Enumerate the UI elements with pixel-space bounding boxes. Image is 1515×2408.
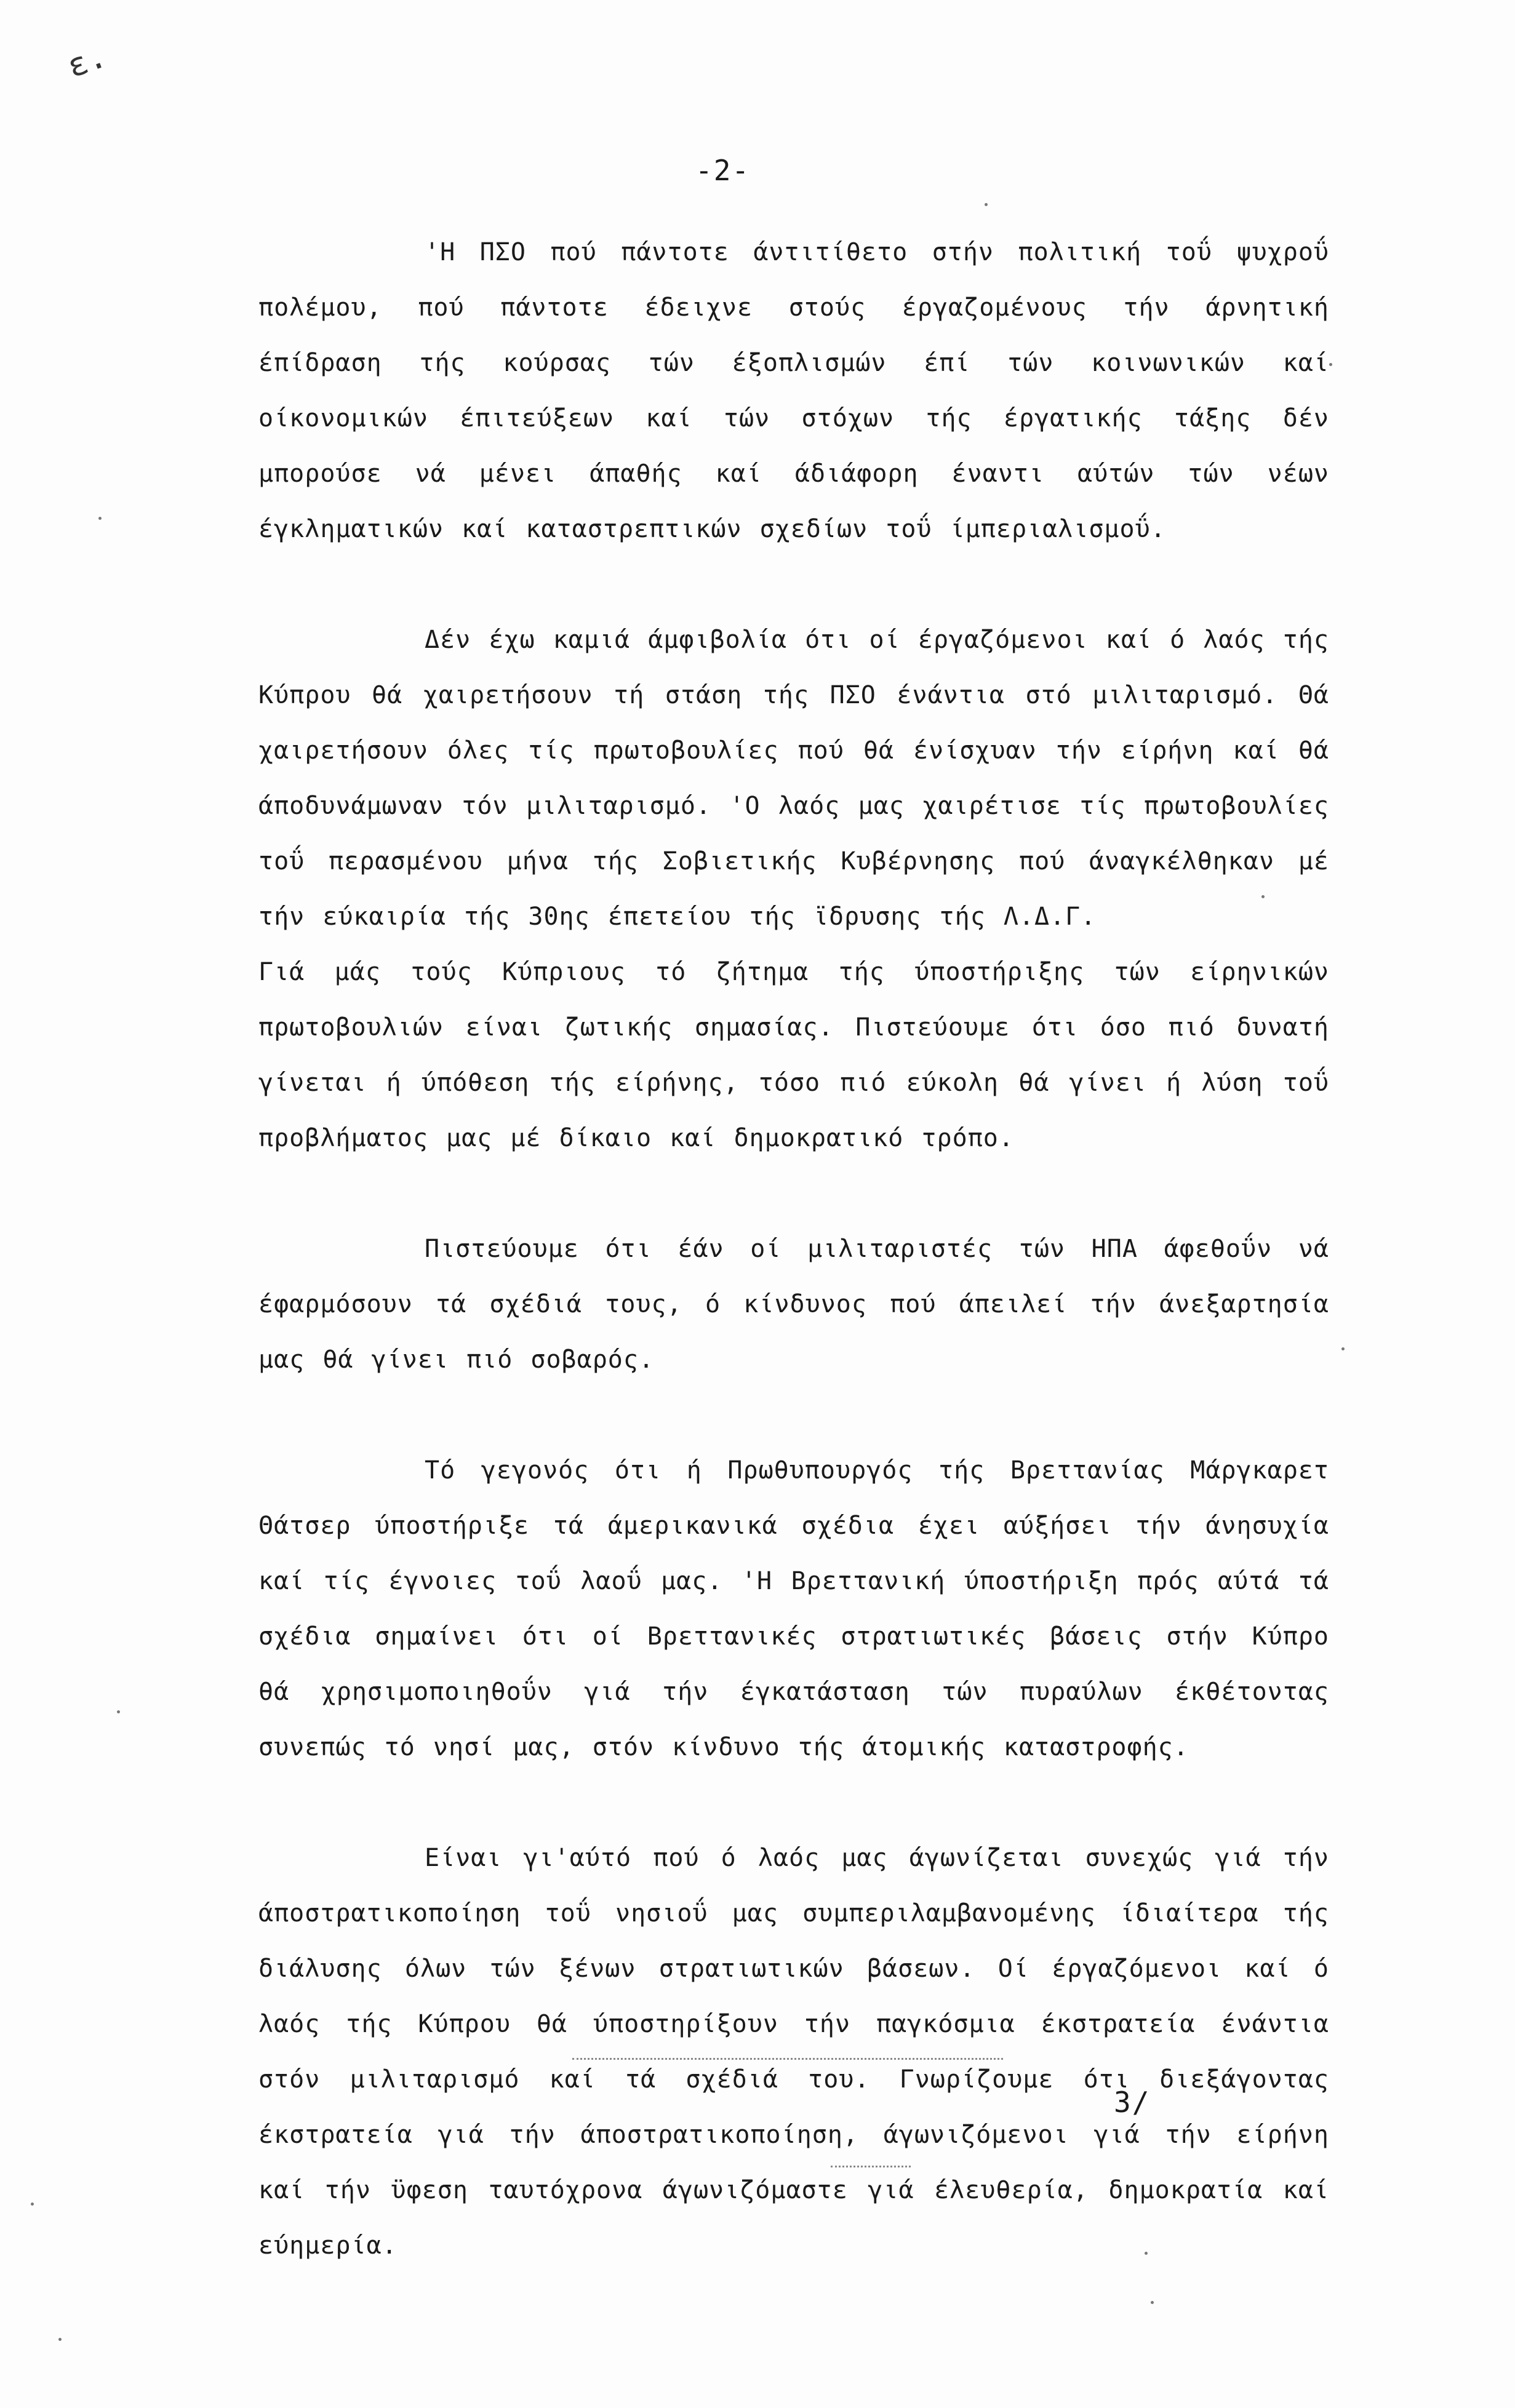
- scan-speck: [1341, 1347, 1345, 1350]
- scan-speck: [31, 2203, 34, 2206]
- paragraph-4: Πιστεύουμε ότι έάν οί μιλιταριστές τών ΗΠΑ άφεθοΰν νά έφαρμόσουν τά σχέδιά τους, ό κίνδυνος πού άπειλεί τήν άνεξαρτησία μας θά γίνει πιό σοβαρός.: [258, 1235, 1329, 1374]
- paragraph-3: Γιά μάς τούς Κύπριους τό ζήτημα τής ύποστήριξης τών είρηνικών πρωτοβουλιών είναι ζωτικής σημασίας. Πιστεύουμε ότι όσο πιό δυνατή γίνεται ή ύπόθεση τής είρήνης, τόσο πιό εύκολη θά γίνει ή λύση τοΰ προβλήματος μας μέ δίκαιο καί δημοκρατικό τρόπο.: [258, 958, 1329, 1152]
- scan-speck: [58, 2338, 62, 2341]
- scan-speck: [1329, 363, 1332, 366]
- paragraph-6: Είναι γι'αύτό πού ό λαός μας άγωνίζεται συνεχώς γιά τήν άποστρατικοποίηση τοΰ νησιοΰ μας συμπεριλαμβανομένης ίδιαίτερα τής διάλυσης όλων τών ξένων στρατιωτικών βάσεων. Οί έργαζόμενοι καί ό λαός τής Κύπρου θά ύποστηρίξουν τήν παγκόσμια έκστρατεία ένάντια στόν μιλιταρισμό καί τά σχέδιά του. Γνωρίζουμε ότι διεξάγοντας έκστρατεία γιά τήν άποστρατικοποίηση, άγωνιζόμενοι γιά τήν είρήνη καί τήν ϋφεση ταυτόχρονα άγωνιζόμαστε γιά έλευθερία, δημοκρατία καί εύημερία.: [258, 1844, 1329, 2260]
- scan-dotted-line: [831, 2166, 911, 2167]
- scan-speck: [985, 203, 988, 206]
- scan-dotted-line: [572, 2058, 1003, 2060]
- page-number: -2-: [695, 154, 751, 187]
- scan-speck: [1151, 2301, 1154, 2304]
- scan-speck: [98, 517, 102, 520]
- scan-speck: [1145, 2252, 1148, 2255]
- continuation-marker: 3/: [1114, 2086, 1151, 2119]
- scan-speck: [1261, 895, 1265, 898]
- scan-speck: [117, 1710, 120, 1713]
- paragraph-2: Δέν έχω καμιά άμφιβολία ότι οί έργαζόμενοι καί ό λαός τής Κύπρου θά χαιρετήσουν τή στάση τής ΠΣΟ ένάντια στό μιλιταρισμό. Θά χαιρετήσουν όλες τίς πρωτοβουλίες πού θά ένίσχυαν τήν είρήνη καί θά άποδυνάμωναν τόν μιλιταρισμό. 'Ο λαός μας χαιρέτισε τίς πρωτοβουλίες τοΰ περασμένου μήνα τής Σοβιετικής Κυβέρνησης πού άναγκέλθηκαν μέ τήν εύκαιρία τής 30ης έπετείου τής ϊδρυσης τής Λ.Δ.Γ.: [258, 626, 1329, 931]
- document-body: [258, 225, 1329, 2329]
- paragraph-1: 'Η ΠΣΟ πού πάντοτε άντιτίθετο στήν πολιτική τοΰ ψυχροΰ πολέμου, πού πάντοτε έδειχνε στούς έργαζομένους τήν άρνητική έπίδραση τής κούρσας τών έξοπλισμών έπί τών κοινωνικών καί οίκονομικών έπιτεύξεων καί τών στόχων τής έργατικής τάξης δέν μπορούσε νά μένει άπαθής καί άδιάφορη έναντι αύτών τών νέων έγκληματικών καί καταστρεπτικών σχεδίων τοΰ ίμπεριαλισμοΰ.: [258, 238, 1329, 543]
- paragraph-5: Τό γεγονός ότι ή Πρωθυπουργός τής Βρεττανίας Μάργκαρετ Θάτσερ ύποστήριξε τά άμερικανικά σχέδια έχει αύξήσει τήν άνησυχία καί τίς έγνοιες τοΰ λαοΰ μας. 'Η Βρεττανική ύποστήριξη πρός αύτά τά σχέδια σημαίνει ότι οί Βρεττανικές στρατιωτικές βάσεις στήν Κύπρο θά χρησιμοποιηθοΰν γιά τήν έγκατάσταση τών πυραύλων έκθέτοντας συνεπώς τό νησί μας, στόν κίνδυνο τής άτομικής καταστροφής.: [258, 1456, 1329, 1761]
- corner-mark: ε.: [62, 38, 111, 86]
